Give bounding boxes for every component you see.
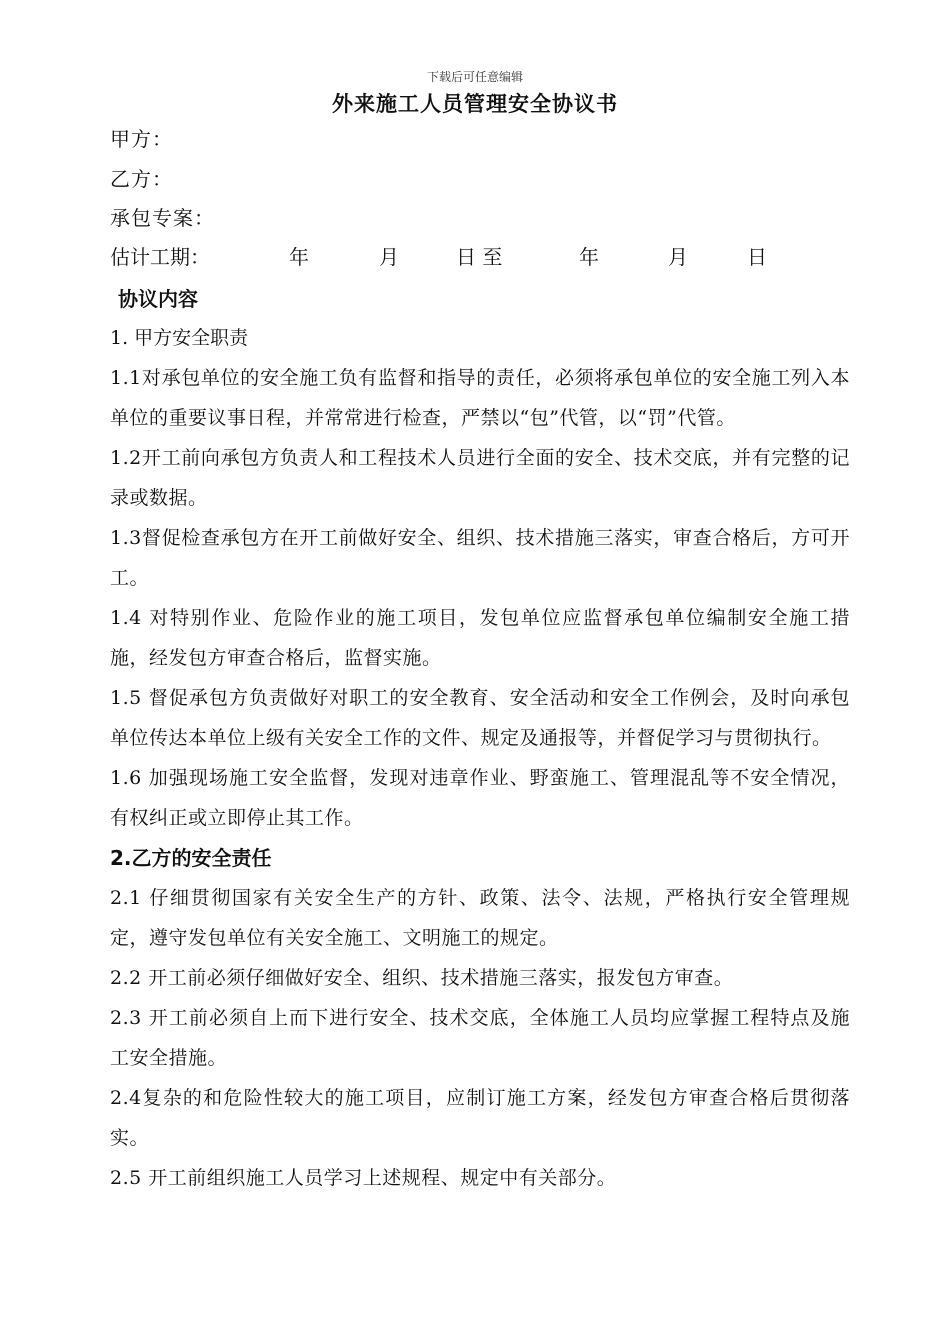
year-label-2: 年 <box>579 245 599 269</box>
party-a-field: 甲方： <box>110 127 173 151</box>
clause-1-1: 1.1对承包单位的安全施工负有监督和指导的责任，必须将承包单位的安全施工列入本单位的重要议事日程，并常常进行检查，严禁以“包”代管，以“罚”代管。 <box>110 367 850 429</box>
day-to-label: 日 至 <box>456 245 503 269</box>
month-label-1: 月 <box>379 245 399 269</box>
clause-2-2: 2.2 开工前必须仔细做好安全、组织、技术措施三落实，报发包方审查。 <box>110 967 734 989</box>
project-field: 承包专案： <box>110 206 215 230</box>
party-b-heading: 2.乙方的安全责任 <box>110 846 272 870</box>
clause-2-1: 2.1 仔细贯彻国家有关安全生产的方针、政策、法令、法规，严格执行安全管理规定，遵守发包单位有关安全施工、文明施工的规定。 <box>110 887 850 949</box>
clause-1-4: 1.4 对特别作业、危险作业的施工项目，发包单位应监督承包单位编制安全施工措施，经发包方审查合格后，监督实施。 <box>110 607 850 669</box>
clauses-block <box>110 318 850 1198</box>
clause-1-6: 1.6 加强现场施工安全监督，发现对违章作业、野蛮施工、管理混乱等不安全情况，有权纠正或立即停止其工作。 <box>110 767 850 829</box>
clause-2-5: 2.5 开工前组织施工人员学习上述规程、规定中有关部分。 <box>110 1167 617 1189</box>
section-heading: 协议内容 <box>118 287 198 311</box>
document-title: 外来施工人员管理安全协议书 <box>332 92 618 116</box>
year-label-1: 年 <box>289 245 309 269</box>
clause-1-2: 1.2开工前向承包方负责人和工程技术人员进行全面的安全、技术交底，并有完整的记录或数据。 <box>110 447 850 509</box>
day-label-2: 日 <box>747 245 767 269</box>
period-row <box>0 242 950 274</box>
clause-1-5: 1.5 督促承包方负责做好对职工的安全教育、安全活动和安全工作例会，及时向承包单位传达本单位上级有关安全工作的文件、规定及通报等，并督促学习与贯彻执行。 <box>110 687 850 749</box>
header-note: 下载后可任意编辑 <box>426 70 523 84</box>
month-label-2: 月 <box>668 245 688 269</box>
clause-2-3: 2.3 开工前必须自上而下进行安全、技术交底，全体施工人员均应掌握工程特点及施工安全措施。 <box>110 1007 850 1069</box>
clause-2-4: 2.4复杂的和危险性较大的施工项目，应制订施工方案，经发包方审查合格后贯彻落实。 <box>110 1087 850 1149</box>
period-label: 估计工期： <box>110 245 210 269</box>
party-b-field: 乙方： <box>110 167 173 191</box>
party-a-heading: 1. 甲方安全职责 <box>110 327 249 349</box>
clause-1-3: 1.3督促检查承包方在开工前做好安全、组织、技术措施三落实，审查合格后，方可开工。 <box>110 527 850 589</box>
